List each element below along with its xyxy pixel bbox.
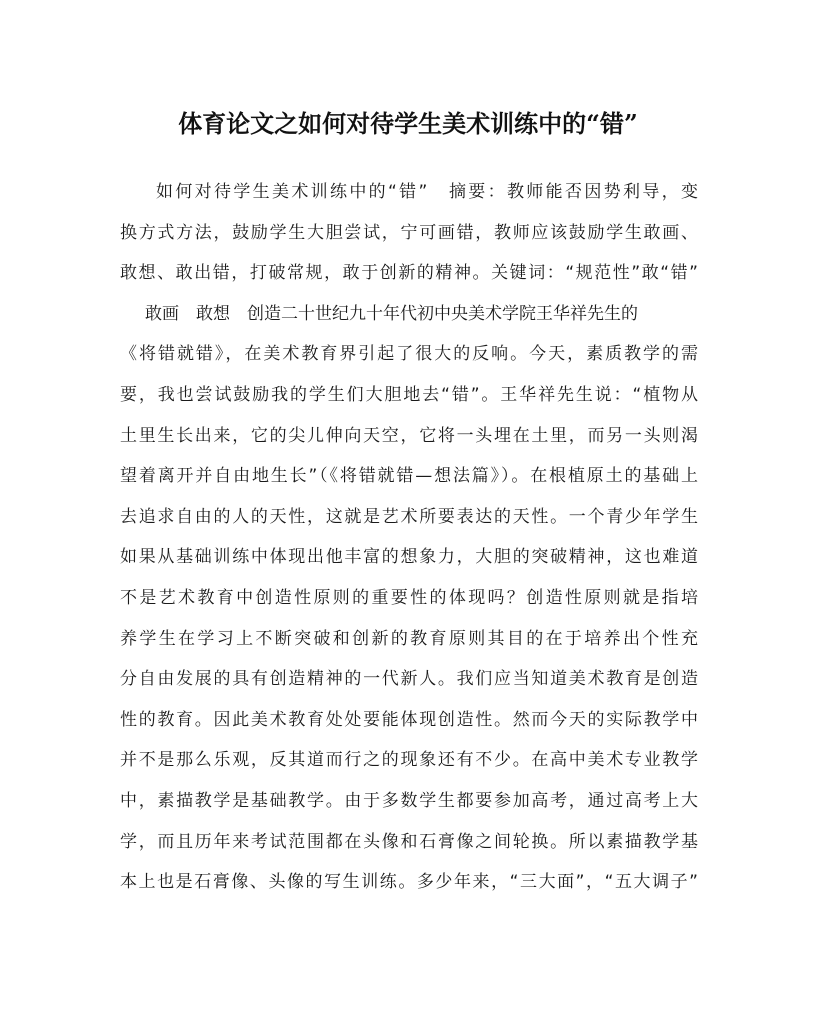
body-line: 《将错就错》，在美术教育界引起了很大的反响。今天，素质教学的需	[120, 344, 698, 365]
body-line: 学，而且历年来考试范围都在头像和石膏像之间轮换。所以素描教学基	[120, 831, 698, 852]
page-title: 体育论文之如何对待学生美术训练中的“错”	[178, 109, 638, 138]
body-line: 分自由发展的具有创造精神的一代新人。我们应当知道美术教育是创造	[120, 669, 698, 690]
body-line: 性的教育。因此美术教育处处要能体现创造性。然而今天的实际教学中	[120, 709, 698, 730]
body-line: 敢想、敢出错，打破常规，敢于创新的精神。关键词：“规范性”敢“错”	[120, 263, 698, 284]
body-line: 中，素描教学是基础教学。由于多数学生都要参加高考，通过高考上大	[120, 790, 698, 811]
body-line: 换方式方法，鼓励学生大胆尝试，宁可画错，教师应该鼓励学生敢画、	[120, 222, 698, 243]
body-line: 养学生在学习上不断突破和创新的教育原则其目的在于培养出个性充	[120, 628, 698, 649]
body-line: 去追求自由的人的天性，这就是艺术所要表达的天性。一个青少年学生	[120, 506, 698, 527]
body-text	[120, 172, 698, 903]
body-line: 如何对待学生美术训练中的“错” 摘要：教师能否因势利导，变	[156, 182, 698, 202]
body-line: 望着离开并自由地生长”（《将错就错—想法篇》）。在根植原土的基础上	[120, 466, 698, 487]
body-line: 不是艺术教育中创造性原则的重要性的体现吗？创造性原则就是指培	[120, 587, 698, 608]
body-line: 敢画 敢想 创造二十世纪九十年代初中央美术学院王华祥先生的	[145, 303, 638, 324]
body-line: 并不是那么乐观，反其道而行之的现象还有不少。在高中美术专业教学	[120, 750, 698, 771]
body-line: 如果从基础训练中体现出他丰富的想象力，大胆的突破精神，这也难道	[120, 547, 698, 568]
body-line: 土里生长出来，它的尖儿伸向天空，它将一头埋在土里，而另一头则渴	[120, 425, 698, 446]
body-line: 本上也是石膏像、头像的写生训练。多少年来，“三大面”，“五大调子”	[120, 872, 698, 893]
body-line: 要，我也尝试鼓励我的学生们大胆地去“错”。王华祥先生说：“植物从	[120, 384, 698, 405]
